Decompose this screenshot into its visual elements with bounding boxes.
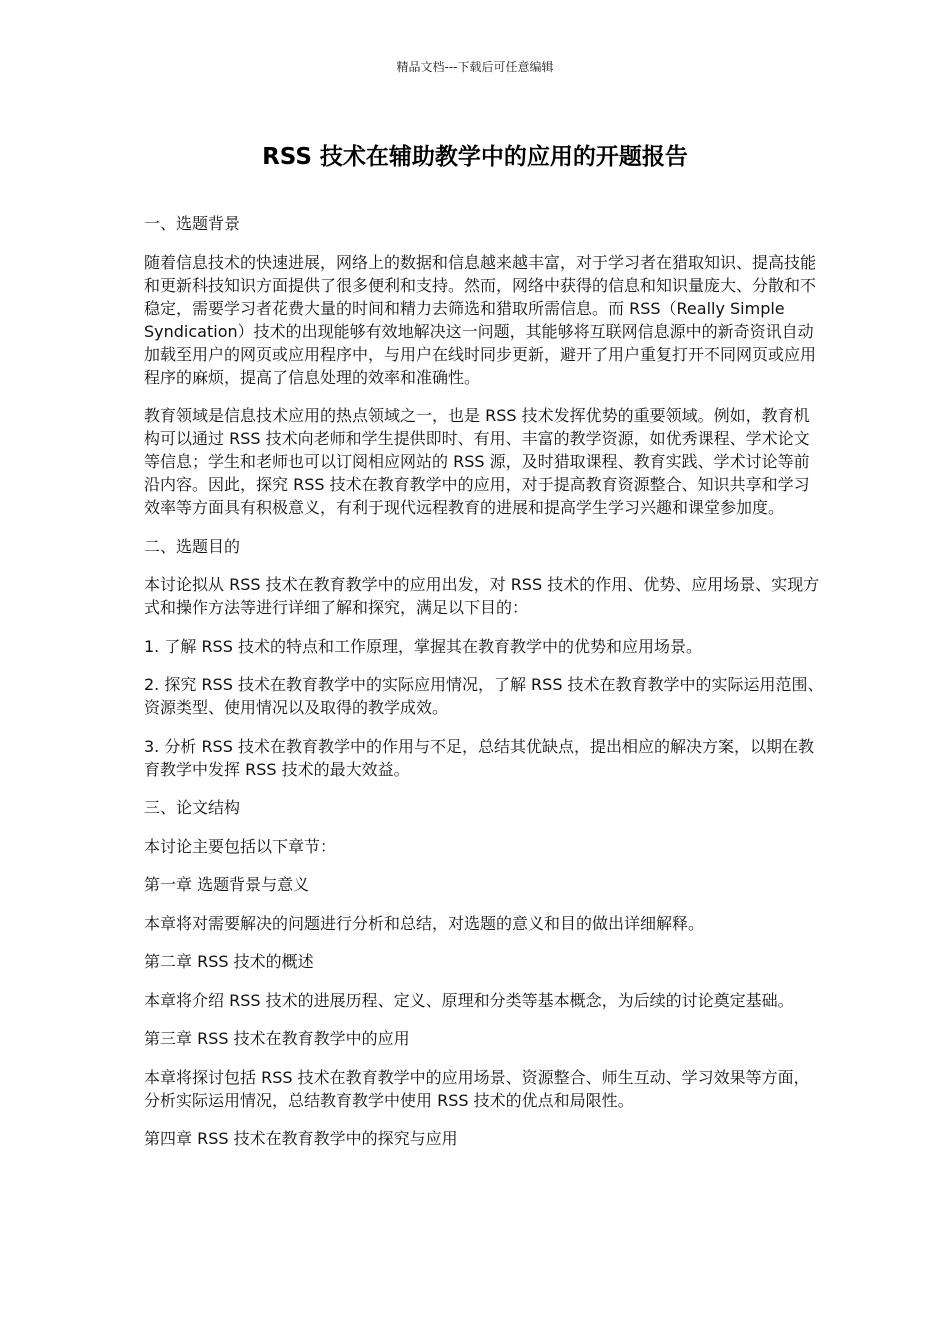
chapter-description-2: 本章将介绍 RSS 技术的进展历程、定义、原理和分类等基本概念，为后续的讨论奠定基础。	[144, 990, 794, 1010]
document-body	[144, 212, 824, 1166]
chapter-description-3: 本章将探讨包括 RSS 技术在教育教学中的应用场景、资源整合、师生互动、学习效果等方面，分析实际运用情况，总结教育教学中使用 RSS 技术的优点和局限性。	[144, 1067, 810, 1110]
paragraph-purpose-intro: 本讨论拟从 RSS 技术在教育教学中的应用出发，对 RSS 技术的作用、优势、应用场景、实现方式和操作方法等进行详细了解和探究，满足以下目的：	[144, 575, 820, 617]
section-heading-structure: 三、论文结构	[144, 798, 241, 817]
chapter-heading-4: 第四章 RSS 技术在教育教学中的探究与应用	[144, 1129, 458, 1148]
list-item-purpose-2: 2. 探究 RSS 技术在教育教学中的实际应用情况，了解 RSS 技术在教育教学中的实际运用范围、资源类型、使用情况以及取得的教学成效。	[144, 675, 824, 717]
list-item-purpose-3: 3. 分析 RSS 技术在教育教学中的作用与不足，总结其优缺点，提出相应的解决方案，以期在教育教学中发挥 RSS 技术的最大效益。	[144, 736, 814, 779]
section-heading-background: 一、选题背景	[144, 214, 241, 233]
list-item-purpose-1: 1. 了解 RSS 技术的特点和工作原理，掌握其在教育教学中的优势和应用场景。	[144, 636, 702, 656]
document-title: RSS 技术在辅助教学中的应用的开题报告	[262, 144, 688, 170]
paragraph-structure-intro: 本讨论主要包括以下章节：	[144, 836, 337, 856]
chapter-heading-3: 第三章 RSS 技术在教育教学中的应用	[144, 1029, 410, 1048]
chapter-heading-1: 第一章 选题背景与意义	[144, 875, 310, 894]
chapter-description-1: 本章将对需要解决的问题进行分析和总结，对选题的意义和目的做出详细解释。	[144, 913, 705, 933]
paragraph-background-1: 随着信息技术的快速进展，网络上的数据和信息越来越丰富，对于学习者在猎取知识、提高技能和更新科技知识方面提供了很多便利和支持。然而，网络中获得的信息和知识量庞大、分散和不稳定，需要学习者花费大量的时间和精力去筛选和猎取所需信息。而 RSS（Really Simple Syndication）技术的出现能够有效地解决这一问题，其能够将互联网信息源中的新奇资讯自动加载至用户的网页或应用程序中，与用户在线时同步更新，避开了用户重复打开不同网页或应用程序的麻烦，提高了信息处理的效率和准确性。	[144, 252, 817, 387]
section-heading-purpose: 二、选题目的	[144, 536, 241, 556]
paragraph-background-2: 教育领域是信息技术应用的热点领域之一，也是 RSS 技术发挥优势的重要领域。例如，教育机构可以通过 RSS 技术向老师和学生提供即时、有用、丰富的教学资源，如优秀课程、学术论文等信息；学生和老师也可以订阅相应网站的 RSS 源，及时猎取课程、教育实践、学术讨论等前沿内容。因此，探究 RSS 技术在教育教学中的应用，对于提高教育资源整合、知识共享和学习效率等方面具有积极意义，有利于现代远程教育的进展和提高学生学习兴趣和课堂参加度。	[144, 406, 810, 517]
chapter-heading-2: 第二章 RSS 技术的概述	[144, 952, 314, 971]
page-header-note: 精品文档---下载后可任意编辑	[396, 60, 554, 74]
